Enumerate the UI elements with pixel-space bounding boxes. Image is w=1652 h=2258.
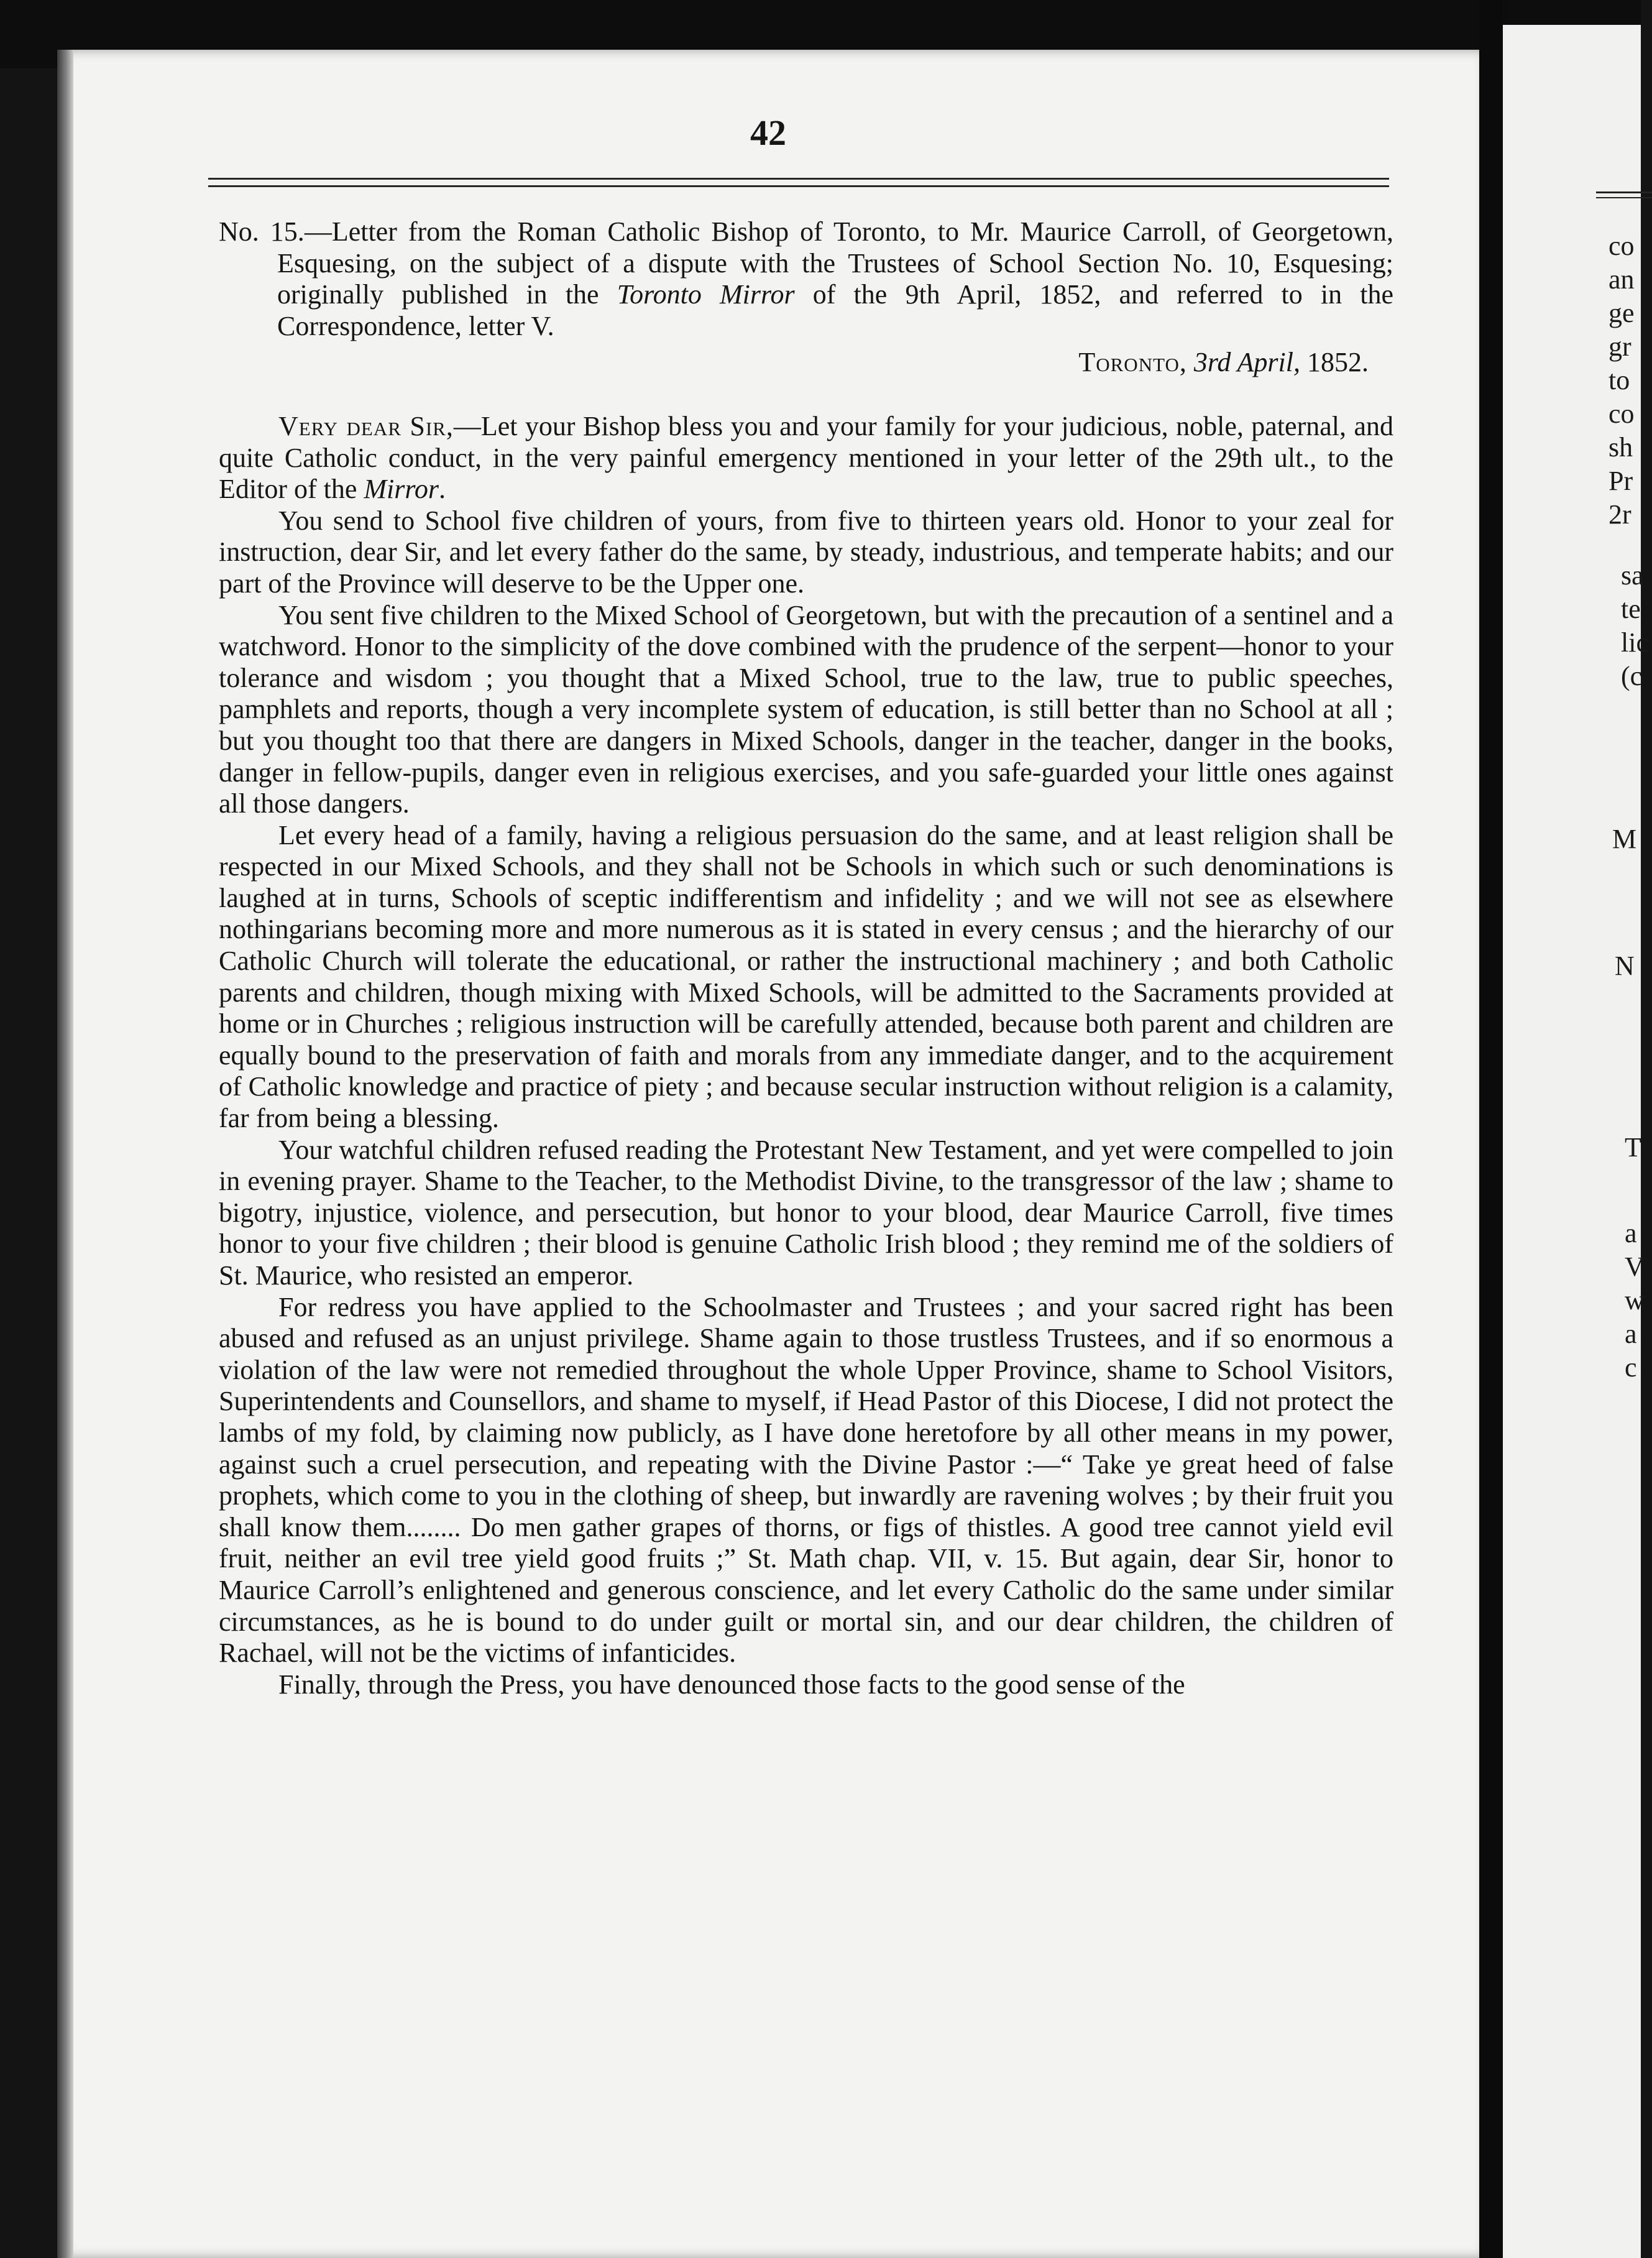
adjacent-fragment: a — [1625, 1319, 1637, 1349]
paragraph-7: Finally, through the Press, you have denounced those facts to the good sense of the — [278, 1669, 1185, 1700]
adjacent-fragment: T — [1625, 1132, 1641, 1163]
caption-text: —Letter from the Roman Catholic Bishop of Toronto, to Mr. Maurice Carroll, of Georgetown, Esquesing, on the subject of a dispute with the Trustees of School Section No. 10, Esquesing; originally published in the — [277, 216, 1394, 310]
adjacent-fragment: V — [1625, 1251, 1645, 1282]
adjacent-fragment: gr — [1608, 331, 1631, 362]
dateline — [219, 347, 1369, 379]
adjacent-fragment: w — [1625, 1285, 1645, 1316]
caption-newspaper-title: Toronto Mirror — [617, 279, 795, 310]
adjacent-page — [1503, 25, 1648, 2258]
adjacent-fragment: c — [1625, 1352, 1637, 1383]
adjacent-fragment: an — [1608, 264, 1635, 295]
caption-text-end: of the 9th April, 1852, and referred to in the Correspondence, letter V. — [277, 279, 1393, 341]
letter-body — [219, 411, 1393, 1700]
page-number: 42 — [750, 113, 786, 153]
adjacent-fragment: co — [1608, 399, 1635, 429]
adjacent-fragment: a — [1625, 1218, 1637, 1248]
adjacent-fragment: sa — [1621, 560, 1644, 591]
adjacent-fragment: lic — [1621, 627, 1648, 658]
paragraph-5: Your watchful children refused reading the Protestant New Testament, and yet were compelled to join in evening prayer. Shame to the Teacher, to the Methodist Divine, to the transgressor of the law ; shame to bigotry, injustice, violence, and persecution, but honor to your blood, dear Maurice Carroll, five times honor to your five children ; their blood is genuine Catholic Irish blood ; they remind me of the soldiers of St. Maurice, who resisted an emperor. — [219, 1134, 1393, 1291]
paragraph-1-end: . — [439, 474, 446, 505]
adjacent-fragment: 2r — [1608, 499, 1631, 530]
page-content — [219, 216, 1393, 1700]
page-binding-edge — [57, 50, 73, 2258]
adjacent-fragment: te — [1621, 594, 1641, 624]
adjacent-fragment: co — [1608, 231, 1635, 261]
paragraph-3: You sent five children to the Mixed School of Georgetown, but with the precaution of a sentinel and a watchword. Honor to the simplicity of the dove combined with the prudence of the serpent—honor to your tolerance and wisdom ; you thought that a Mixed School, true to the law, true to public speeches, pamphlets and reports, though a very incomplete system of education, is still better than no School at all ; but you thought too that there are dangers in Mixed Schools, danger in the teacher, danger in the books, danger in fellow-pupils, danger even in religious exercises, and you safe-guarded your little ones against all those dangers. — [219, 599, 1393, 819]
dateline-date: 3rd April, — [1193, 347, 1300, 378]
adjacent-fragment: N — [1615, 951, 1635, 981]
salutation: Very dear Sir, — [278, 410, 454, 441]
adjacent-fragment: M — [1612, 824, 1637, 854]
paragraph-1 — [219, 411, 1393, 505]
adjacent-page-rule — [1596, 191, 1652, 198]
paragraph-6: For redress you have applied to the Schoolmaster and Trustees ; and your sacred right has been abused and refused as an unjust privilege. Shame again to those trustless Trustees, and if so enormous a violation of the law were not remedied throughout the whole Upper Province, shame to School Visitors, Superintendents and Counsellors, and shame to myself, if Head Pastor of this Diocese, I did not protect the lambs of my fold, by claiming now publicly, as I have done heretofore by all other means in my power, against such a cruel persecution, and repeating with the Divine Pastor :—“ Take ye great heed of false prophets, which come to you in the clothing of sheep, but inwardly are ravening wolves ; by their fruit you shall know them........ Do men gather grapes of thorns, or figs of thistles. A good tree cannot yield evil fruit, neither an evil tree yield good fruits ;” St. Math chap. VII, v. 15. But again, dear Sir, honor to Maurice Carroll’s enlightened and generous conscience, and let every Catholic do the same under similar circumstances, as he is bound to do under guilt or mortal sin, and our dear children, the children of Rachael, will not be the victims of infanticides. — [219, 1291, 1393, 1669]
document-caption — [219, 216, 1393, 342]
paragraph-2: You send to School five children of yours, from five to thirteen years old. Honor to your zeal for instruction, dear Sir, and let every father do the same, by steady, industrious, and temperate habits; and our part of the Province will deserve to be the Upper one. — [219, 505, 1393, 599]
caption-number: No. 15. — [219, 216, 305, 247]
document-page — [57, 50, 1479, 2258]
header-rule — [208, 178, 1389, 187]
paragraph-1-text: —Let your Bishop bless you and your family for your judicious, noble, paternal, and quite Catholic conduct, in the very painful emergency mentioned in your letter of the 29th ult., to the Editor of the — [219, 410, 1393, 505]
adjacent-fragment: (c — [1621, 661, 1643, 691]
adjacent-fragment: to — [1608, 365, 1630, 395]
dateline-year: 1852. — [1307, 347, 1369, 378]
adjacent-fragment: Pr — [1608, 466, 1633, 496]
paragraph-4: Let every head of a family, having a religious persuasion do the same, and at least religion shall be respected in our Mixed Schools, and they shall not be Schools in which such or such denominations is laughed at in turns, Schools of sceptic indifferentism and infidelity ; and we will not see as elsewhere nothingarians becoming more and more numerous as it is stated in every census ; and the hierarchy of our Catholic Church will tolerate the educational, or rather the instructional machinery ; and both Catholic parents and children, though mixing with Mixed Schools, will be admitted to the Sacraments provided at home or in Churches ; religious instruction will be carefully attended, because both parent and children are equally bound to the preservation of faith and morals from any immediate danger, and to the acquirement of Catholic knowledge and practice of piety ; and because secular instruction without religion is a calamity, far from being a blessing. — [219, 819, 1393, 1134]
paragraph-1-newspaper: Mirror — [364, 474, 439, 505]
book-gutter — [1479, 0, 1503, 2258]
adjacent-fragment: sh — [1608, 432, 1633, 463]
dateline-place: Toronto, — [1078, 347, 1187, 378]
adjacent-fragment: ge — [1608, 298, 1635, 328]
